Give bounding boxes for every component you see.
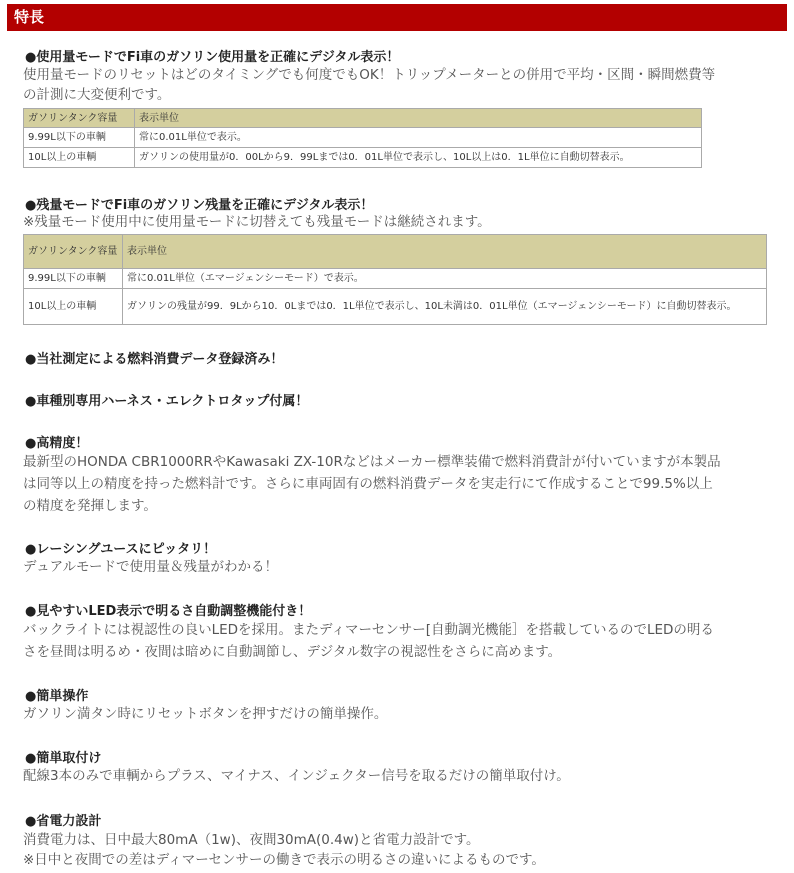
feature-desc-line: 配線3本のみで車輌からプラス、マイナス、インジェクター信号を取るだけの簡単取付け。 (23, 768, 570, 784)
usage-mode-table (23, 108, 702, 168)
feature-desc-line: 使用量モードのリセットはどのタイミングでも何度でもOK！トリップメーターとの併用で平均・区間・瞬間燃費等 (23, 67, 716, 83)
section-title: 特長 (7, 4, 787, 31)
feature-heading-led: ●見やすいLED表示で明るさ自動調整機能付き！ (25, 604, 312, 619)
feature-desc-line: デュアルモードで使用量＆残量がわかる！ (23, 559, 279, 575)
feature-desc-line: は同等以上の精度を持った燃料計です。さらに車両固有の燃料消費データを実走行にて作成することで99.5%以上 (23, 476, 713, 492)
feature-desc-line: の精度を発揮します。 (23, 498, 157, 514)
table-cell: 常に0.01L単位で表示。 (135, 128, 702, 148)
table-header-capacity: ガソリンタンク容量 (24, 109, 135, 128)
table-row (24, 148, 702, 168)
table-header-capacity: ガソリンタンク容量 (24, 235, 123, 269)
feature-desc-line: の計測に大変便利です。 (23, 87, 171, 103)
feature-desc-line: ※日中と夜間での差はディマーセンサーの働きで表示の明るさの違いによるものです。 (23, 852, 545, 868)
table-row (24, 128, 702, 148)
table-cell: 常に0.01L単位（エマージェンシーモード）で表示。 (123, 269, 767, 289)
feature-heading-power-saving: ●省電力設計 (25, 814, 102, 829)
feature-heading-accuracy: ●高精度！ (25, 436, 89, 451)
feature-note: ※残量モード使用中に使用量モードに切替えても残量モードは継続されます。 (23, 214, 491, 230)
feature-heading-remaining-mode: ●残量モードでFi車のガソリン残量を正確にデジタル表示！ (25, 198, 374, 213)
table-row (24, 289, 767, 325)
remaining-mode-table (23, 234, 767, 325)
feature-heading-harness: ●車種別専用ハーネス・エレクトロタップ付属！ (25, 394, 309, 409)
feature-heading-fuel-data: ●当社測定による燃料消費データ登録済み！ (25, 352, 284, 367)
feature-desc-line: 最新型のHONDA CBR1000RRやKawasaki ZX-10Rなどはメーカー標準装備で燃料消費計が付いていますが本製品 (23, 454, 721, 470)
table-header-unit: 表示単位 (123, 235, 767, 269)
table-cell: 9.99L以下の車輌 (24, 269, 123, 289)
table-header-unit: 表示単位 (135, 109, 702, 128)
table-cell: 10L以上の車輌 (24, 289, 123, 325)
feature-heading-usage-mode: ●使用量モードでFi車のガソリン使用量を正確にデジタル表示！ (25, 50, 400, 65)
table-row (24, 269, 767, 289)
table-cell: ガソリンの残量が99．9Lから10．0Lまでは0．1L単位で表示し、10L未満は0．01L単位（エマージェンシーモード）に自動切替表示。 (123, 289, 767, 325)
table-cell: ガソリンの使用量が0．00Lから9．99Lまでは0．01L単位で表示し、10L以上は0．1L単位に自動切替表示。 (135, 148, 702, 168)
table-cell: 9.99L以下の車輌 (24, 128, 135, 148)
feature-desc-line: ガソリン満タン時にリセットボタンを押すだけの簡単操作。 (23, 706, 388, 722)
feature-desc-line: 消費電力は、日中最大80mA（1w)、夜間30mA(0.4w)と省電力設計です。 (23, 832, 480, 848)
feature-desc-line: さを昼間は明るめ・夜間は暗めに自動調節し、デジタル数字の視認性をさらに高めます。 (23, 644, 562, 660)
feature-desc-line: バックライトには視認性の良いLEDを採用。またディマーセンサー[自動調光機能］を搭載しているのでLEDの明る (23, 622, 714, 638)
table-cell: 10L以上の車輌 (24, 148, 135, 168)
feature-heading-easy-install: ●簡単取付け (25, 751, 102, 766)
feature-heading-easy-operation: ●簡単操作 (25, 689, 89, 704)
feature-heading-racing: ●レーシングユースにピッタリ！ (25, 542, 217, 557)
